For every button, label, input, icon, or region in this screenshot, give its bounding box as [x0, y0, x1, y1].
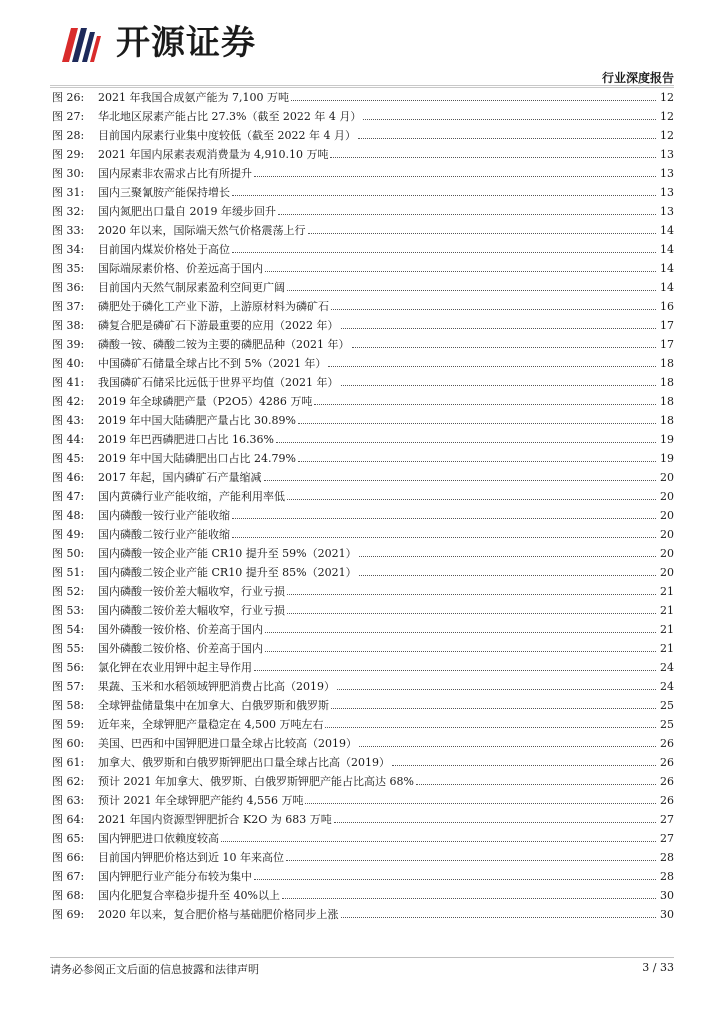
toc-figure-title: 国内氮肥出口量自 2019 年缓步回升	[98, 205, 276, 218]
toc-entry[interactable]	[52, 392, 674, 411]
toc-figure-label: 图 26:	[52, 91, 85, 104]
toc-figure-title: 2019 年中国大陆磷肥出口占比 24.79%	[98, 452, 296, 465]
toc-figure-label: 图 56:	[52, 661, 85, 674]
toc-page-number: 26	[660, 775, 674, 788]
toc-entry[interactable]	[52, 715, 674, 734]
toc-entry[interactable]	[52, 221, 674, 240]
toc-figure-label: 图 61:	[52, 756, 85, 769]
toc-dot-leader	[282, 886, 656, 899]
toc-figure-title: 国外磷酸二铵价格、价差高于国内	[98, 642, 263, 655]
toc-page-number: 21	[660, 585, 674, 598]
toc-dot-leader	[337, 677, 656, 690]
toc-entry[interactable]	[52, 164, 674, 183]
footer-divider	[50, 957, 674, 958]
toc-entry[interactable]	[52, 126, 674, 145]
toc-entry[interactable]	[52, 639, 674, 658]
toc-dot-leader	[287, 582, 656, 595]
toc-page-number: 21	[660, 642, 674, 655]
toc-figure-label: 图 29:	[52, 148, 85, 161]
toc-dot-leader	[286, 848, 656, 861]
toc-page-number: 28	[660, 870, 674, 883]
page-number: 3 / 33	[642, 961, 674, 974]
toc-figure-title: 国际端尿素价格、价差远高于国内	[98, 262, 263, 275]
toc-page-number: 27	[660, 813, 674, 826]
toc-dot-leader	[359, 734, 656, 747]
toc-figure-title: 果蔬、玉米和水稻领域钾肥消费占比高（2019）	[98, 680, 335, 693]
toc-entry[interactable]	[52, 886, 674, 905]
toc-entry[interactable]	[52, 677, 674, 696]
toc-figure-label: 图 44:	[52, 433, 85, 446]
toc-figure-label: 图 41:	[52, 376, 85, 389]
toc-entry[interactable]	[52, 905, 674, 924]
toc-entry[interactable]	[52, 791, 674, 810]
toc-entry[interactable]	[52, 411, 674, 430]
toc-dot-leader	[358, 126, 656, 139]
toc-dot-leader	[232, 506, 656, 519]
toc-figure-title: 2020 年以来，国际端天然气价格震荡上行	[98, 224, 306, 237]
toc-figure-title: 中国磷矿石储量全球占比不到 5%（2021 年）	[98, 357, 327, 370]
toc-page-number: 18	[660, 395, 674, 408]
toc-page-number: 18	[660, 414, 674, 427]
toc-figure-label: 图 33:	[52, 224, 85, 237]
toc-figure-title: 国内黄磷行业产能收缩，产能利用率低	[98, 490, 285, 503]
toc-dot-leader	[276, 430, 656, 443]
toc-figure-title: 2017 年起，国内磷矿石产量缩减	[98, 471, 262, 484]
toc-dot-leader	[265, 620, 656, 633]
toc-dot-leader	[359, 563, 656, 576]
toc-entry[interactable]	[52, 373, 674, 392]
header-divider	[50, 85, 674, 86]
toc-figure-title: 目前国内天然气制尿素盈利空间更广阔	[98, 281, 285, 294]
toc-dot-leader	[254, 164, 656, 177]
toc-page-number: 18	[660, 357, 674, 370]
toc-figure-label: 图 57:	[52, 680, 85, 693]
toc-entry[interactable]	[52, 88, 674, 107]
toc-page-number: 20	[660, 528, 674, 541]
toc-figure-title: 国内钾肥进口依赖度较高	[98, 832, 219, 845]
toc-page-number: 26	[660, 756, 674, 769]
toc-figure-title: 国内磷酸一铵行业产能收缩	[98, 509, 230, 522]
toc-figure-label: 图 43:	[52, 414, 85, 427]
toc-figure-label: 图 68:	[52, 889, 85, 902]
toc-dot-leader	[254, 658, 656, 671]
toc-page-number: 25	[660, 699, 674, 712]
toc-entry[interactable]	[52, 468, 674, 487]
toc-dot-leader	[265, 639, 656, 652]
toc-figure-label: 图 54:	[52, 623, 85, 636]
toc-figure-label: 图 50:	[52, 547, 85, 560]
toc-dot-leader	[291, 88, 656, 101]
toc-dot-leader	[352, 335, 657, 348]
toc-dot-leader	[278, 202, 656, 215]
toc-entry[interactable]	[52, 202, 674, 221]
toc-figure-label: 图 66:	[52, 851, 85, 864]
toc-figure-title: 国内磷酸二铵行业产能收缩	[98, 528, 230, 541]
toc-entry[interactable]	[52, 335, 674, 354]
toc-figure-title: 国内磷酸二铵价差大幅收窄，行业亏损	[98, 604, 285, 617]
toc-page-number: 20	[660, 547, 674, 560]
toc-dot-leader	[308, 221, 657, 234]
toc-page-number: 12	[660, 129, 674, 142]
toc-page-number: 19	[660, 433, 674, 446]
toc-figure-title: 全球钾盐储量集中在加拿大、白俄罗斯和俄罗斯	[98, 699, 329, 712]
toc-figure-title: 2021 年国内资源型钾肥折合 K2O 为 683 万吨	[98, 813, 332, 826]
toc-entry[interactable]	[52, 848, 674, 867]
toc-figure-title: 2019 年巴西磷肥进口占比 16.36%	[98, 433, 274, 446]
toc-entry[interactable]	[52, 829, 674, 848]
toc-figure-label: 图 48:	[52, 509, 85, 522]
toc-figure-title: 我国磷矿石储采比远低于世界平均值（2021 年）	[98, 376, 339, 389]
toc-entry[interactable]	[52, 867, 674, 886]
toc-figure-title: 预计 2021 年全球钾肥产能约 4,556 万吨	[98, 794, 304, 807]
toc-dot-leader	[341, 373, 657, 386]
toc-figure-title: 2019 年全球磷肥产量（P2O5）4286 万吨	[98, 395, 313, 408]
toc-entry[interactable]	[52, 506, 674, 525]
toc-figure-title: 国外磷酸一铵价格、价差高于国内	[98, 623, 263, 636]
toc-figure-label: 图 52:	[52, 585, 85, 598]
toc-entry[interactable]	[52, 240, 674, 259]
toc-dot-leader	[331, 297, 656, 310]
toc-figure-label: 图 27:	[52, 110, 85, 123]
toc-figure-label: 图 42:	[52, 395, 85, 408]
toc-figure-title: 国内化肥复合率稳步提升至 40%以上	[98, 889, 280, 902]
toc-page-number: 24	[660, 680, 674, 693]
toc-entry[interactable]	[52, 582, 674, 601]
toc-entry[interactable]	[52, 601, 674, 620]
toc-figure-title: 目前国内煤炭价格处于高位	[98, 243, 230, 256]
logo-mark-icon	[56, 22, 108, 64]
toc-figure-label: 图 34:	[52, 243, 85, 256]
toc-page-number: 12	[660, 91, 674, 104]
toc-entry[interactable]	[52, 753, 674, 772]
toc-entry[interactable]	[52, 278, 674, 297]
toc-entry[interactable]	[52, 107, 674, 126]
toc-dot-leader	[416, 772, 656, 785]
toc-figure-title: 国内磷酸一铵企业产能 CR10 提升至 59%（2021）	[98, 547, 357, 560]
toc-page-number: 13	[660, 205, 674, 218]
toc-dot-leader	[254, 867, 656, 880]
toc-page-number: 30	[660, 889, 674, 902]
toc-figure-label: 图 38:	[52, 319, 85, 332]
report-type-label: 行业深度报告	[601, 71, 674, 85]
toc-figure-label: 图 59:	[52, 718, 85, 731]
toc-figure-label: 图 28:	[52, 129, 85, 142]
toc-page-number: 27	[660, 832, 674, 845]
toc-dot-leader	[314, 392, 656, 405]
toc-dot-leader	[334, 810, 656, 823]
toc-figure-title: 磷肥处于磷化工产业下游，上游原材料为磷矿石	[98, 300, 329, 313]
toc-figure-title: 近年来，全球钾肥产量稳定在 4,500 万吨左右	[98, 718, 324, 731]
toc-figure-title: 2021 年国内尿素表观消费量为 4,910.10 万吨	[98, 148, 329, 161]
toc-figure-label: 图 53:	[52, 604, 85, 617]
toc-entry[interactable]	[52, 145, 674, 164]
toc-figure-title: 美国、巴西和中国钾肥进口量全球占比较高（2019）	[98, 737, 357, 750]
toc-page-number: 14	[660, 281, 674, 294]
toc-dot-leader	[287, 601, 656, 614]
toc-entry[interactable]	[52, 563, 674, 582]
toc-dot-leader	[341, 905, 657, 918]
toc-page-number: 12	[660, 110, 674, 123]
toc-page-number: 25	[660, 718, 674, 731]
toc-figure-label: 图 63:	[52, 794, 85, 807]
toc-figure-label: 图 49:	[52, 528, 85, 541]
toc-dot-leader	[298, 449, 656, 462]
toc-figure-title: 国内钾肥行业产能分布较为集中	[98, 870, 252, 883]
toc-dot-leader	[232, 183, 656, 196]
toc-dot-leader	[331, 696, 656, 709]
toc-figure-label: 图 37:	[52, 300, 85, 313]
toc-entry[interactable]	[52, 810, 674, 829]
toc-figure-title: 氯化钾在农业用钾中起主导作用	[98, 661, 252, 674]
toc-entry[interactable]	[52, 772, 674, 791]
toc-entry[interactable]	[52, 259, 674, 278]
toc-figure-label: 图 69:	[52, 908, 85, 921]
toc-figure-title: 国内磷酸一铵价差大幅收窄，行业亏损	[98, 585, 285, 598]
toc-figure-label: 图 36:	[52, 281, 85, 294]
toc-figure-title: 目前国内钾肥价格达到近 10 年来高位	[98, 851, 284, 864]
toc-entry[interactable]	[52, 696, 674, 715]
toc-page-number: 21	[660, 623, 674, 636]
toc-figure-label: 图 60:	[52, 737, 85, 750]
toc-figure-label: 图 47:	[52, 490, 85, 503]
toc-page-number: 14	[660, 243, 674, 256]
footer-disclaimer: 请务必参阅正文后面的信息披露和法律声明	[50, 963, 259, 976]
toc-dot-leader	[363, 107, 656, 120]
toc-page-number: 17	[660, 338, 674, 351]
company-logo	[56, 22, 256, 64]
toc-page-number: 20	[660, 471, 674, 484]
toc-page-number: 21	[660, 604, 674, 617]
toc-dot-leader	[264, 468, 657, 481]
toc-entry[interactable]	[52, 449, 674, 468]
toc-entry[interactable]	[52, 734, 674, 753]
toc-page-number: 13	[660, 148, 674, 161]
toc-dot-leader	[232, 240, 656, 253]
toc-figure-title: 目前国内尿素行业集中度较低（截至 2022 年 4 月）	[98, 129, 356, 142]
toc-figure-title: 2019 年中国大陆磷肥产量占比 30.89%	[98, 414, 296, 427]
toc-page-number: 13	[660, 186, 674, 199]
toc-figure-title: 磷酸一铵、磷酸二铵为主要的磷肥品种（2021 年）	[98, 338, 350, 351]
toc-figure-label: 图 30:	[52, 167, 85, 180]
toc-figure-title: 国内磷酸二铵企业产能 CR10 提升至 85%（2021）	[98, 566, 357, 579]
toc-figure-label: 图 32:	[52, 205, 85, 218]
toc-figure-title: 国内三聚氰胺产能保持增长	[98, 186, 230, 199]
toc-dot-leader	[265, 259, 656, 272]
toc-figure-title: 预计 2021 年加拿大、俄罗斯、白俄罗斯钾肥产能占比高达 68%	[98, 775, 414, 788]
toc-figure-label: 图 58:	[52, 699, 85, 712]
toc-dot-leader	[287, 487, 656, 500]
toc-entry[interactable]	[52, 525, 674, 544]
toc-page-number: 18	[660, 376, 674, 389]
toc-page-number: 24	[660, 661, 674, 674]
toc-dot-leader	[359, 544, 656, 557]
toc-entry[interactable]	[52, 183, 674, 202]
toc-figure-label: 图 35:	[52, 262, 85, 275]
toc-entry[interactable]	[52, 620, 674, 639]
toc-figure-title: 2021 年我国合成氨产能为 7,100 万吨	[98, 91, 289, 104]
toc-entry[interactable]	[52, 354, 674, 373]
toc-dot-leader	[232, 525, 656, 538]
toc-dot-leader	[298, 411, 656, 424]
toc-figure-label: 图 40:	[52, 357, 85, 370]
toc-page-number: 13	[660, 167, 674, 180]
toc-figure-title: 国内尿素非农需求占比有所提升	[98, 167, 252, 180]
toc-page-number: 19	[660, 452, 674, 465]
toc-page-number: 26	[660, 737, 674, 750]
toc-page-number: 20	[660, 490, 674, 503]
toc-entry[interactable]	[52, 658, 674, 677]
toc-page-number: 30	[660, 908, 674, 921]
toc-figure-title: 2020 年以来，复合肥价格与基础肥价格同步上涨	[98, 908, 339, 921]
toc-page-number: 20	[660, 509, 674, 522]
toc-page-number: 26	[660, 794, 674, 807]
toc-figure-label: 图 64:	[52, 813, 85, 826]
toc-page-number: 16	[660, 300, 674, 313]
toc-entry[interactable]	[52, 430, 674, 449]
toc-entry[interactable]	[52, 544, 674, 563]
toc-dot-leader	[328, 354, 656, 367]
figure-index-list	[52, 88, 674, 924]
toc-figure-title: 华北地区尿素产能占比 27.3%（截至 2022 年 4 月）	[98, 110, 362, 123]
toc-page-number: 17	[660, 319, 674, 332]
toc-figure-label: 图 55:	[52, 642, 85, 655]
toc-figure-label: 图 31:	[52, 186, 85, 199]
toc-page-number: 20	[660, 566, 674, 579]
toc-figure-label: 图 67:	[52, 870, 85, 883]
toc-page-number: 14	[660, 262, 674, 275]
toc-dot-leader	[287, 278, 656, 291]
toc-figure-label: 图 45:	[52, 452, 85, 465]
toc-dot-leader	[392, 753, 656, 766]
toc-page-number: 28	[660, 851, 674, 864]
toc-figure-label: 图 62:	[52, 775, 85, 788]
toc-page-number: 14	[660, 224, 674, 237]
toc-entry[interactable]	[52, 316, 674, 335]
toc-dot-leader	[221, 829, 656, 842]
toc-dot-leader	[305, 791, 656, 804]
toc-dot-leader	[325, 715, 656, 728]
brand-name: 开源证券	[116, 23, 256, 63]
toc-dot-leader	[330, 145, 656, 158]
toc-dot-leader	[341, 316, 657, 329]
toc-figure-title: 磷复合肥是磷矿石下游最重要的应用（2022 年）	[98, 319, 339, 332]
toc-figure-label: 图 46:	[52, 471, 85, 484]
toc-figure-title: 加拿大、俄罗斯和白俄罗斯钾肥出口量全球占比高（2019）	[98, 756, 390, 769]
toc-figure-label: 图 51:	[52, 566, 85, 579]
toc-figure-label: 图 65:	[52, 832, 85, 845]
toc-figure-label: 图 39:	[52, 338, 85, 351]
toc-entry[interactable]	[52, 297, 674, 316]
toc-entry[interactable]	[52, 487, 674, 506]
